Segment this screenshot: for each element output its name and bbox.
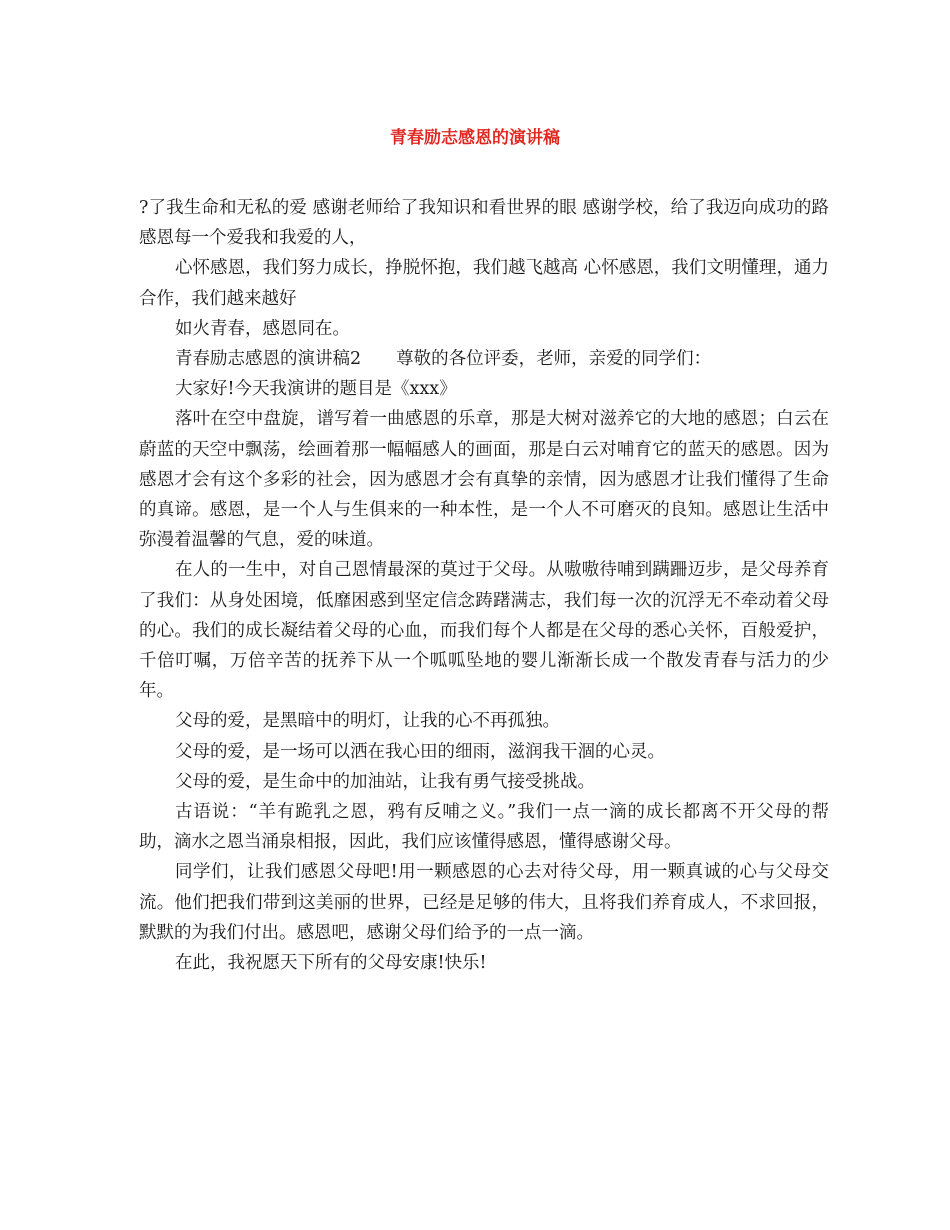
paragraph: 心怀感恩，我们努力成长，挣脱怀抱，我们越飞越高 心怀感恩，我们文明懂理，通力合作，我们越来越好	[139, 258, 829, 309]
paragraph: 父母的爱，是黑暗中的明灯，让我的心不再孤独。	[175, 711, 560, 732]
paragraph: 父母的爱，是生命中的加油站，让我有勇气接受挑战。	[175, 771, 595, 792]
paragraph: 如火青春，感恩同在。	[175, 318, 350, 339]
paragraph: 落叶在空中盘旋，谱写着一曲感恩的乐章，那是大树对滋养它的大地的感恩；白云在蔚蓝的天空中飘荡，绘画着那一幅幅感人的画面，那是白云对哺育它的蓝天的感恩。因为感恩才会有这个多彩的社会，因为感恩才会有真挚的亲情，因为感恩才让我们懂得了生命的真谛。感恩，是一个人与生俱来的一种本性，是一个人不可磨灭的良知。感恩让生活中弥漫着温馨的气息，爱的味道。	[139, 409, 829, 551]
paragraph: 大家好!今天我演讲的题目是《xxx》	[175, 379, 457, 400]
document-body	[139, 193, 829, 978]
paragraph: 青春励志感恩的演讲稿2 尊敬的各位评委，老师，亲爱的同学们：	[175, 349, 712, 370]
paragraph: 同学们，让我们感恩父母吧!用一颗感恩的心去对待父母，用一颗真诚的心与父母交流。他们把我们带到这美丽的世界，已经是足够的伟大，且将我们养育成人，不求回报，默默的为我们付出。感恩吧，感谢父母们给予的一点一滴。	[139, 862, 829, 943]
document-title: 青春励志感恩的演讲稿	[390, 128, 560, 148]
paragraph: 父母的爱，是一场可以洒在我心田的细雨，滋润我干涸的心灵。	[175, 741, 665, 762]
paragraph: ?了我生命和无私的爱 感谢老师给了我知识和看世界的眼 感谢学校，给了我迈向成功的路 感恩每一个爱我和我爱的人，	[139, 198, 829, 249]
paragraph: 古语说：“羊有跪乳之恩，鸦有反哺之义。”我们一点一滴的成长都离不开父母的帮助，滴水之恩当涌泉相报，因此，我们应该懂得感恩，懂得感谢父母。	[139, 802, 829, 853]
paragraph: 在人的一生中，对自己恩情最深的莫过于父母。从嗷嗷待哺到蹒跚迈步，是父母养育了我们：从身处困境，低靡困惑到坚定信念踌躇满志，我们每一次的沉浮无不牵动着父母的心。我们的成长凝结着父母的心血，而我们每个人都是在父母的悉心关怀，百般爱护，千倍叮嘱，万倍辛苦的抚养下从一个呱呱坠地的婴儿渐渐长成一个散发青春与活力的少年。	[139, 560, 829, 702]
paragraph: 在此，我祝愿天下所有的父母安康!快乐!	[175, 953, 487, 974]
